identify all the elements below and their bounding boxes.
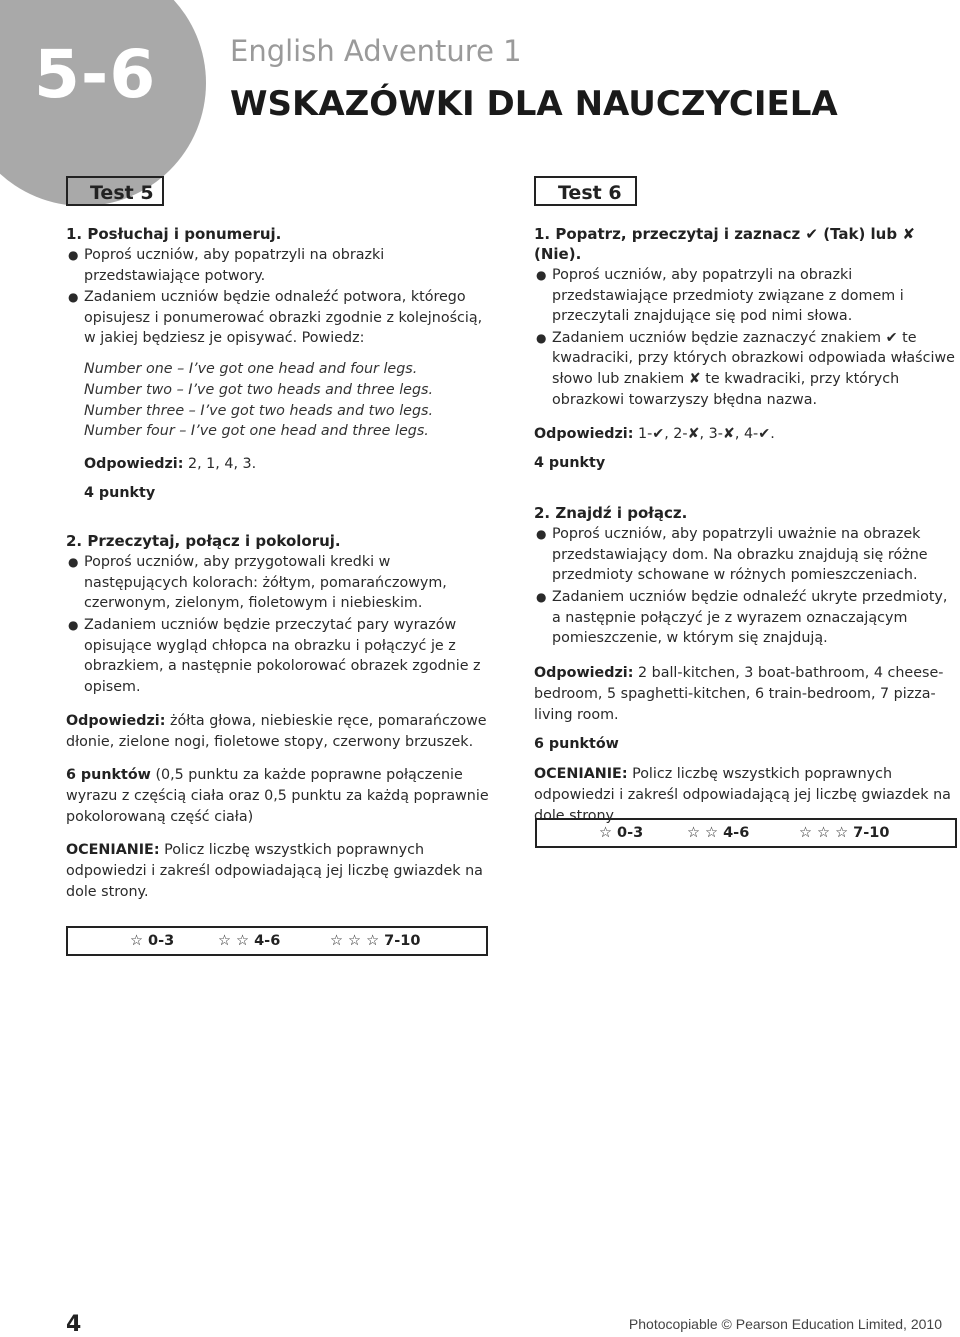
- bullet-icon: ●: [536, 268, 547, 282]
- example-sentence: Number two – I’ve got two heads and three legs.: [84, 381, 434, 398]
- grading-text: Policz liczbę wszystkich poprawnych odpowiedzi i zakreśl odpowiadającą jej liczbę gwiazdek na dole strony.: [534, 765, 951, 824]
- list-item: [534, 328, 960, 410]
- bullet-icon: ●: [536, 589, 547, 604]
- test-5-column: [66, 176, 490, 903]
- test-5-task-2-title: 2. Przeczytaj, połącz i pokoloruj.: [66, 532, 341, 551]
- bullet-icon: ●: [68, 617, 79, 632]
- answers: [534, 663, 960, 726]
- answers: [534, 424, 960, 445]
- bullet-text: Poproś uczniów, aby popatrzyli na obrazki przedstawiające przedmioty związane z domem i przeczytali znajdujące się pod nimi słowa.: [552, 267, 904, 325]
- answers-label: Odpowiedzi:: [534, 664, 634, 681]
- points: 4 punkty: [84, 485, 156, 502]
- answers-text: 1-✔, 2-✘, 3-✘, 4-✔.: [637, 426, 775, 443]
- bullet-icon: ●: [68, 248, 79, 262]
- bullet-text: Poproś uczniów, aby popatrzyli na obrazki przedstawiające potwory.: [84, 247, 385, 284]
- list-item: [66, 552, 490, 614]
- rating-2: ☆ ☆ 4-6: [687, 825, 750, 841]
- bullet-text: Zadaniem uczniów będzie odnaleźć ukryte przedmioty, a następnie połączyć je z wyrazem oznaczającym pomieszczenie, w którym się znajdują.: [552, 588, 948, 647]
- rating-box-test-5: [66, 926, 488, 956]
- answers-label: Odpowiedzi:: [534, 426, 634, 443]
- grading-label: OCENIANIE:: [66, 842, 160, 859]
- answers-text: 2, 1, 4, 3.: [187, 456, 257, 473]
- answers-text: żółta głowa, niebieskie ręce, pomarańczowe dłonie, zielone nogi, fioletowe stopy, czerwony brzuszek.: [66, 713, 487, 751]
- test-5-task-1-title: 1. Posłuchaj i ponumeruj.: [66, 225, 282, 243]
- bullet-text: Zadaniem uczniów będzie zaznaczyć znakiem ✔ te kwadraciki, przy których obrazkowi odpowiada właściwe słowo lub znakiem ✘ te kwadraciki, przy których obrazkowi towarzyszy błędna nazwa.: [552, 329, 955, 408]
- bullet-text: Zadaniem uczniów będzie przeczytać pary wyrazów opisujące wygląd chłopca na obrazku i połączyć je z obrazkiem, a następnie pokolorować obrazek zgodnie z opisem.: [84, 616, 481, 695]
- answers-label: Odpowiedzi:: [66, 713, 166, 730]
- test-6-task-2-title: 2. Znajdź i połącz.: [534, 504, 688, 523]
- answers-text: 2 ball-kitchen, 3 boat-bathroom, 4 cheese-bedroom, 5 spaghetti-kitchen, 6 train-bedroom, 7 pizza-living room.: [534, 664, 944, 723]
- list-item: [66, 615, 490, 697]
- rating-3: ☆ ☆ ☆ 7-10: [799, 825, 890, 841]
- answers: [66, 711, 490, 753]
- example-sentence: Number four – I’ve got one head and three legs.: [84, 423, 429, 440]
- points: 6 punktów: [534, 735, 619, 752]
- list-item: [534, 524, 960, 586]
- bullet-icon: ●: [68, 555, 79, 570]
- book-title: English Adventure 1: [230, 34, 522, 68]
- test-6-column: [534, 176, 960, 827]
- bullet-icon: ●: [536, 330, 547, 345]
- bullet-text: Poproś uczniów, aby popatrzyli uważnie na obrazek przedstawiający dom. Na obrazku znajdują się różne przedmioty schowane w różnych pomieszczeniach.: [552, 526, 928, 584]
- page-number: 4: [66, 1312, 82, 1337]
- test-6-task-1-title: 1. Popatrz, przeczytaj i zaznacz ✔ (Tak) lub ✘ (Nie).: [534, 225, 915, 263]
- rating-3: ☆ ☆ ☆ 7-10: [330, 933, 421, 949]
- points: [66, 765, 490, 828]
- rating-1: ☆ 0-3: [130, 933, 175, 949]
- copyright-notice: Photocopiable © Pearson Education Limited, 2010: [628, 1316, 942, 1332]
- bullet-text: Poproś uczniów, aby przygotowali kredki w następujących kolorach: żółtym, pomarańczowym, czerwonym, zielonym, fioletowym i niebieskim.: [84, 554, 447, 612]
- bullet-text: Zadaniem uczniów będzie odnaleźć potwora, którego opisujesz i ponumerować obrazki zgodnie z kolejnością, w jakiej będziesz je opisywać. Powiedz:: [84, 289, 483, 347]
- list-item: [66, 287, 490, 349]
- answers: [66, 454, 490, 475]
- example-sentence: Number one – I’ve got one head and four legs.: [84, 360, 418, 377]
- list-item: [66, 245, 490, 286]
- rating-1: ☆ 0-3: [599, 825, 644, 841]
- bullet-icon: ●: [68, 290, 79, 305]
- unit-number: 5-6: [34, 36, 157, 113]
- grading-text: Policz liczbę wszystkich poprawnych odpowiedzi i zakreśl odpowiadającą jej liczbę gwiazdek na dole strony.: [66, 842, 483, 901]
- grading: [66, 840, 490, 903]
- example-sentence: Number three – I’ve got two heads and two legs.: [84, 402, 434, 419]
- points-text: (0,5 punktu za każde poprawne połączenie wyrazu z częścią ciała oraz 0,5 punktu za każdą poprawnie pokolorowaną część ciała): [66, 767, 489, 826]
- test-6-label: Test 6: [534, 176, 637, 206]
- points-label: 6 punktów: [66, 767, 151, 784]
- test-5-label: Test 5: [66, 176, 164, 206]
- answers-label: Odpowiedzi:: [84, 456, 184, 473]
- points: 4 punkty: [534, 455, 606, 472]
- page-subtitle: WSKAZÓWKI DLA NAUCZYCIELA: [230, 84, 838, 124]
- list-item: [534, 587, 960, 649]
- list-item: [534, 265, 960, 327]
- rating-2: ☆ ☆ 4-6: [218, 933, 281, 949]
- rating-box-test-6: [535, 818, 957, 848]
- bullet-icon: ●: [536, 527, 547, 542]
- grading-label: OCENIANIE:: [534, 765, 628, 782]
